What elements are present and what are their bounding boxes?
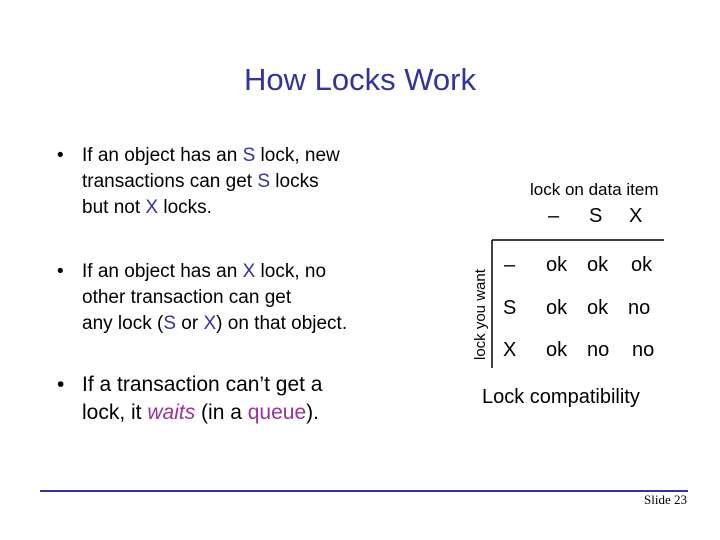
bullet-marker: • [57, 261, 64, 282]
matrix-cell: ok [546, 297, 568, 319]
footer-divider [40, 490, 688, 492]
bullet-marker: • [57, 145, 64, 166]
matrix-column-title: lock on data item [530, 180, 659, 199]
bullet-line: If an object has an S lock, new [82, 145, 340, 166]
bullet-line: lock, it waits (in a queue). [82, 401, 319, 424]
bullet-line: other transaction can get [82, 287, 292, 308]
bullet-line: any lock (S or X) on that object. [82, 313, 348, 334]
matrix-cell: ok [631, 254, 653, 276]
matrix-cell: ok [546, 339, 568, 361]
matrix-cell: no [632, 339, 655, 361]
slide-number: Slide 23 [644, 492, 687, 507]
matrix-cell: ok [546, 254, 568, 276]
bullet-line: but not X locks. [82, 197, 212, 218]
matrix-cell: no [587, 339, 610, 361]
matrix-caption: Lock compatibility [482, 386, 640, 408]
matrix-row-header-x: X [503, 339, 517, 361]
bullet-line: If a transaction can’t get a [82, 373, 323, 396]
matrix-col-header-none: – [548, 205, 560, 227]
slide-title: How Locks Work [244, 62, 476, 97]
matrix-row-header-none: – [504, 254, 516, 276]
matrix-col-header-s: S [589, 205, 603, 227]
matrix-cell: no [628, 297, 651, 319]
bullet-line: If an object has an X lock, no [82, 261, 327, 282]
matrix-row-title: lock you want [472, 269, 489, 360]
matrix-row-header-s: S [503, 297, 517, 319]
bullet-marker: • [57, 373, 65, 396]
matrix-cell: ok [587, 297, 609, 319]
bullet-line: transactions can get S locks [82, 171, 319, 192]
matrix-col-header-x: X [629, 205, 643, 227]
matrix-cell: ok [587, 254, 609, 276]
